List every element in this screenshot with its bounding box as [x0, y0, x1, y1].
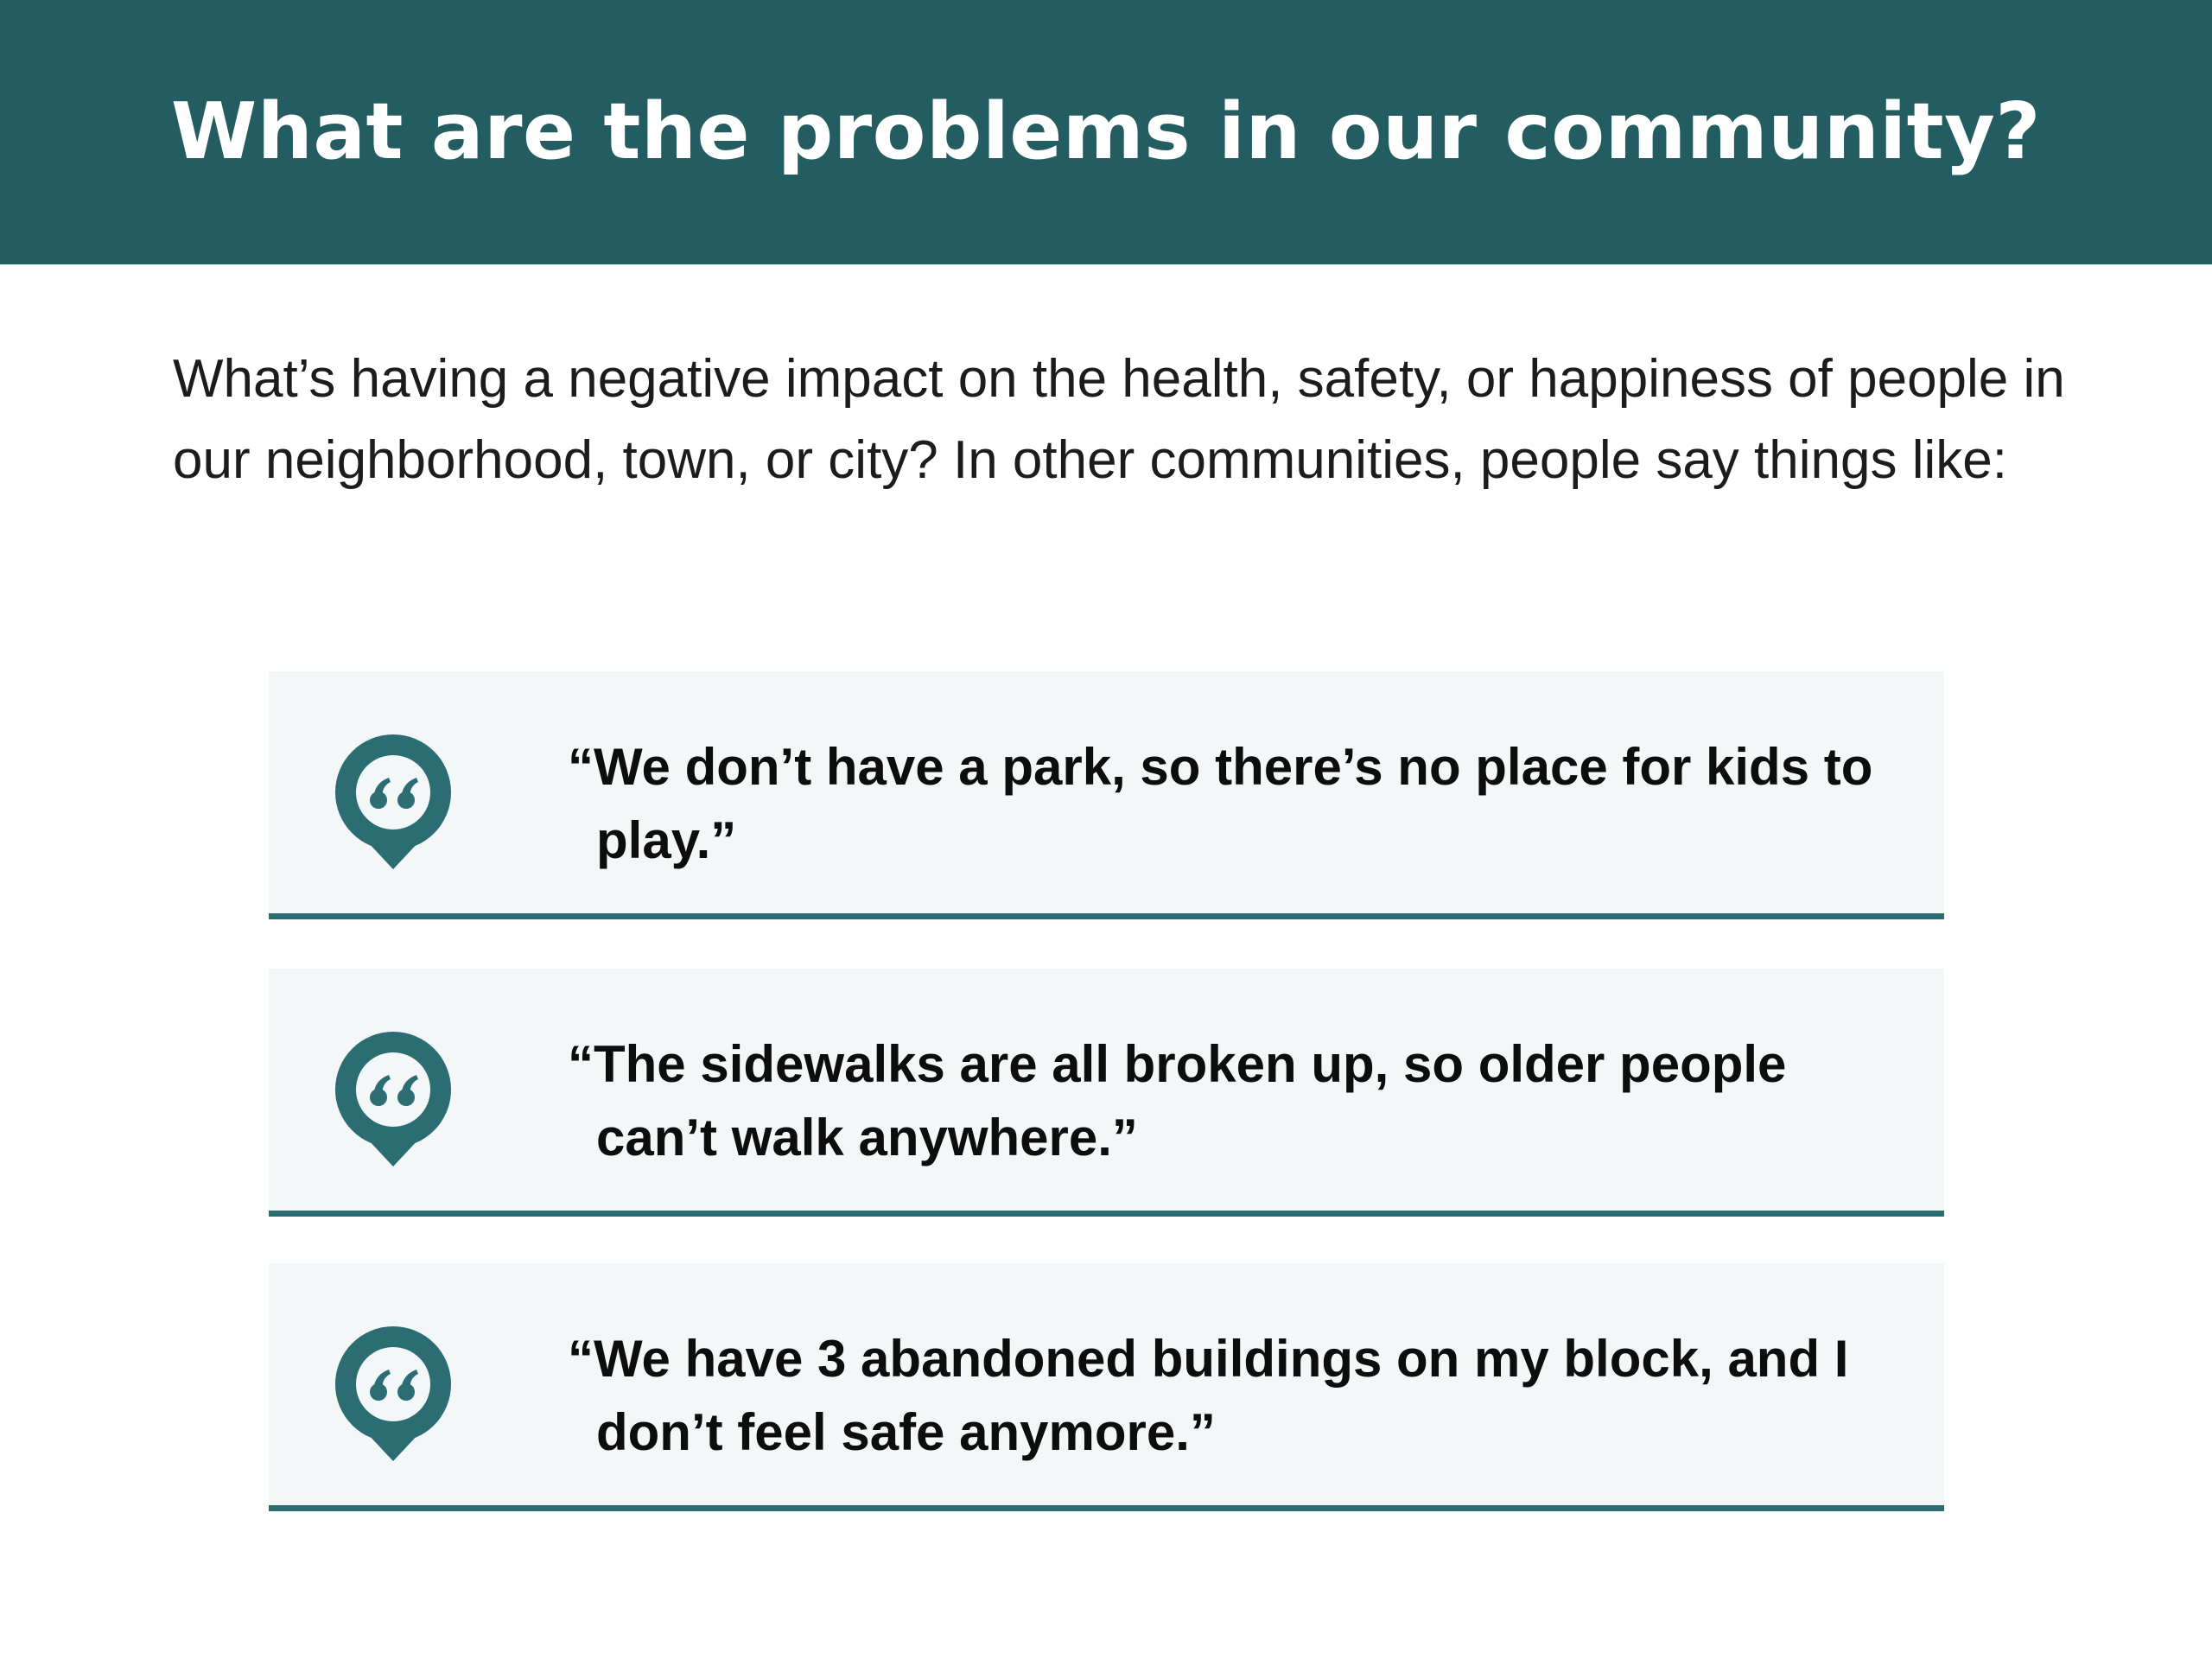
intro-paragraph: What’s having a negative impact on the health, safety, or happiness of people in our neighborhood, town, or city? In other communities, people say things like:	[173, 349, 2065, 490]
quote-bubble-icon	[328, 728, 458, 874]
quote-text: “The sidewalks are all broken up, so older people can’t walk anywhere.”	[568, 1035, 1787, 1166]
quote-bubble-icon	[328, 1025, 458, 1172]
title-banner	[0, 0, 2212, 264]
quote-card	[269, 1263, 1944, 1511]
quote-text: “We don’t have a park, so there’s no place for kids to play.”	[568, 738, 1873, 869]
quote-bubble-icon	[328, 1319, 458, 1466]
slide-title: What are the problems in our community?	[170, 86, 2042, 177]
quote-card	[269, 671, 1944, 919]
quote-card	[269, 969, 1944, 1217]
quote-text: “We have 3 abandoned buildings on my block, and I don’t feel safe anymore.”	[568, 1330, 1849, 1461]
